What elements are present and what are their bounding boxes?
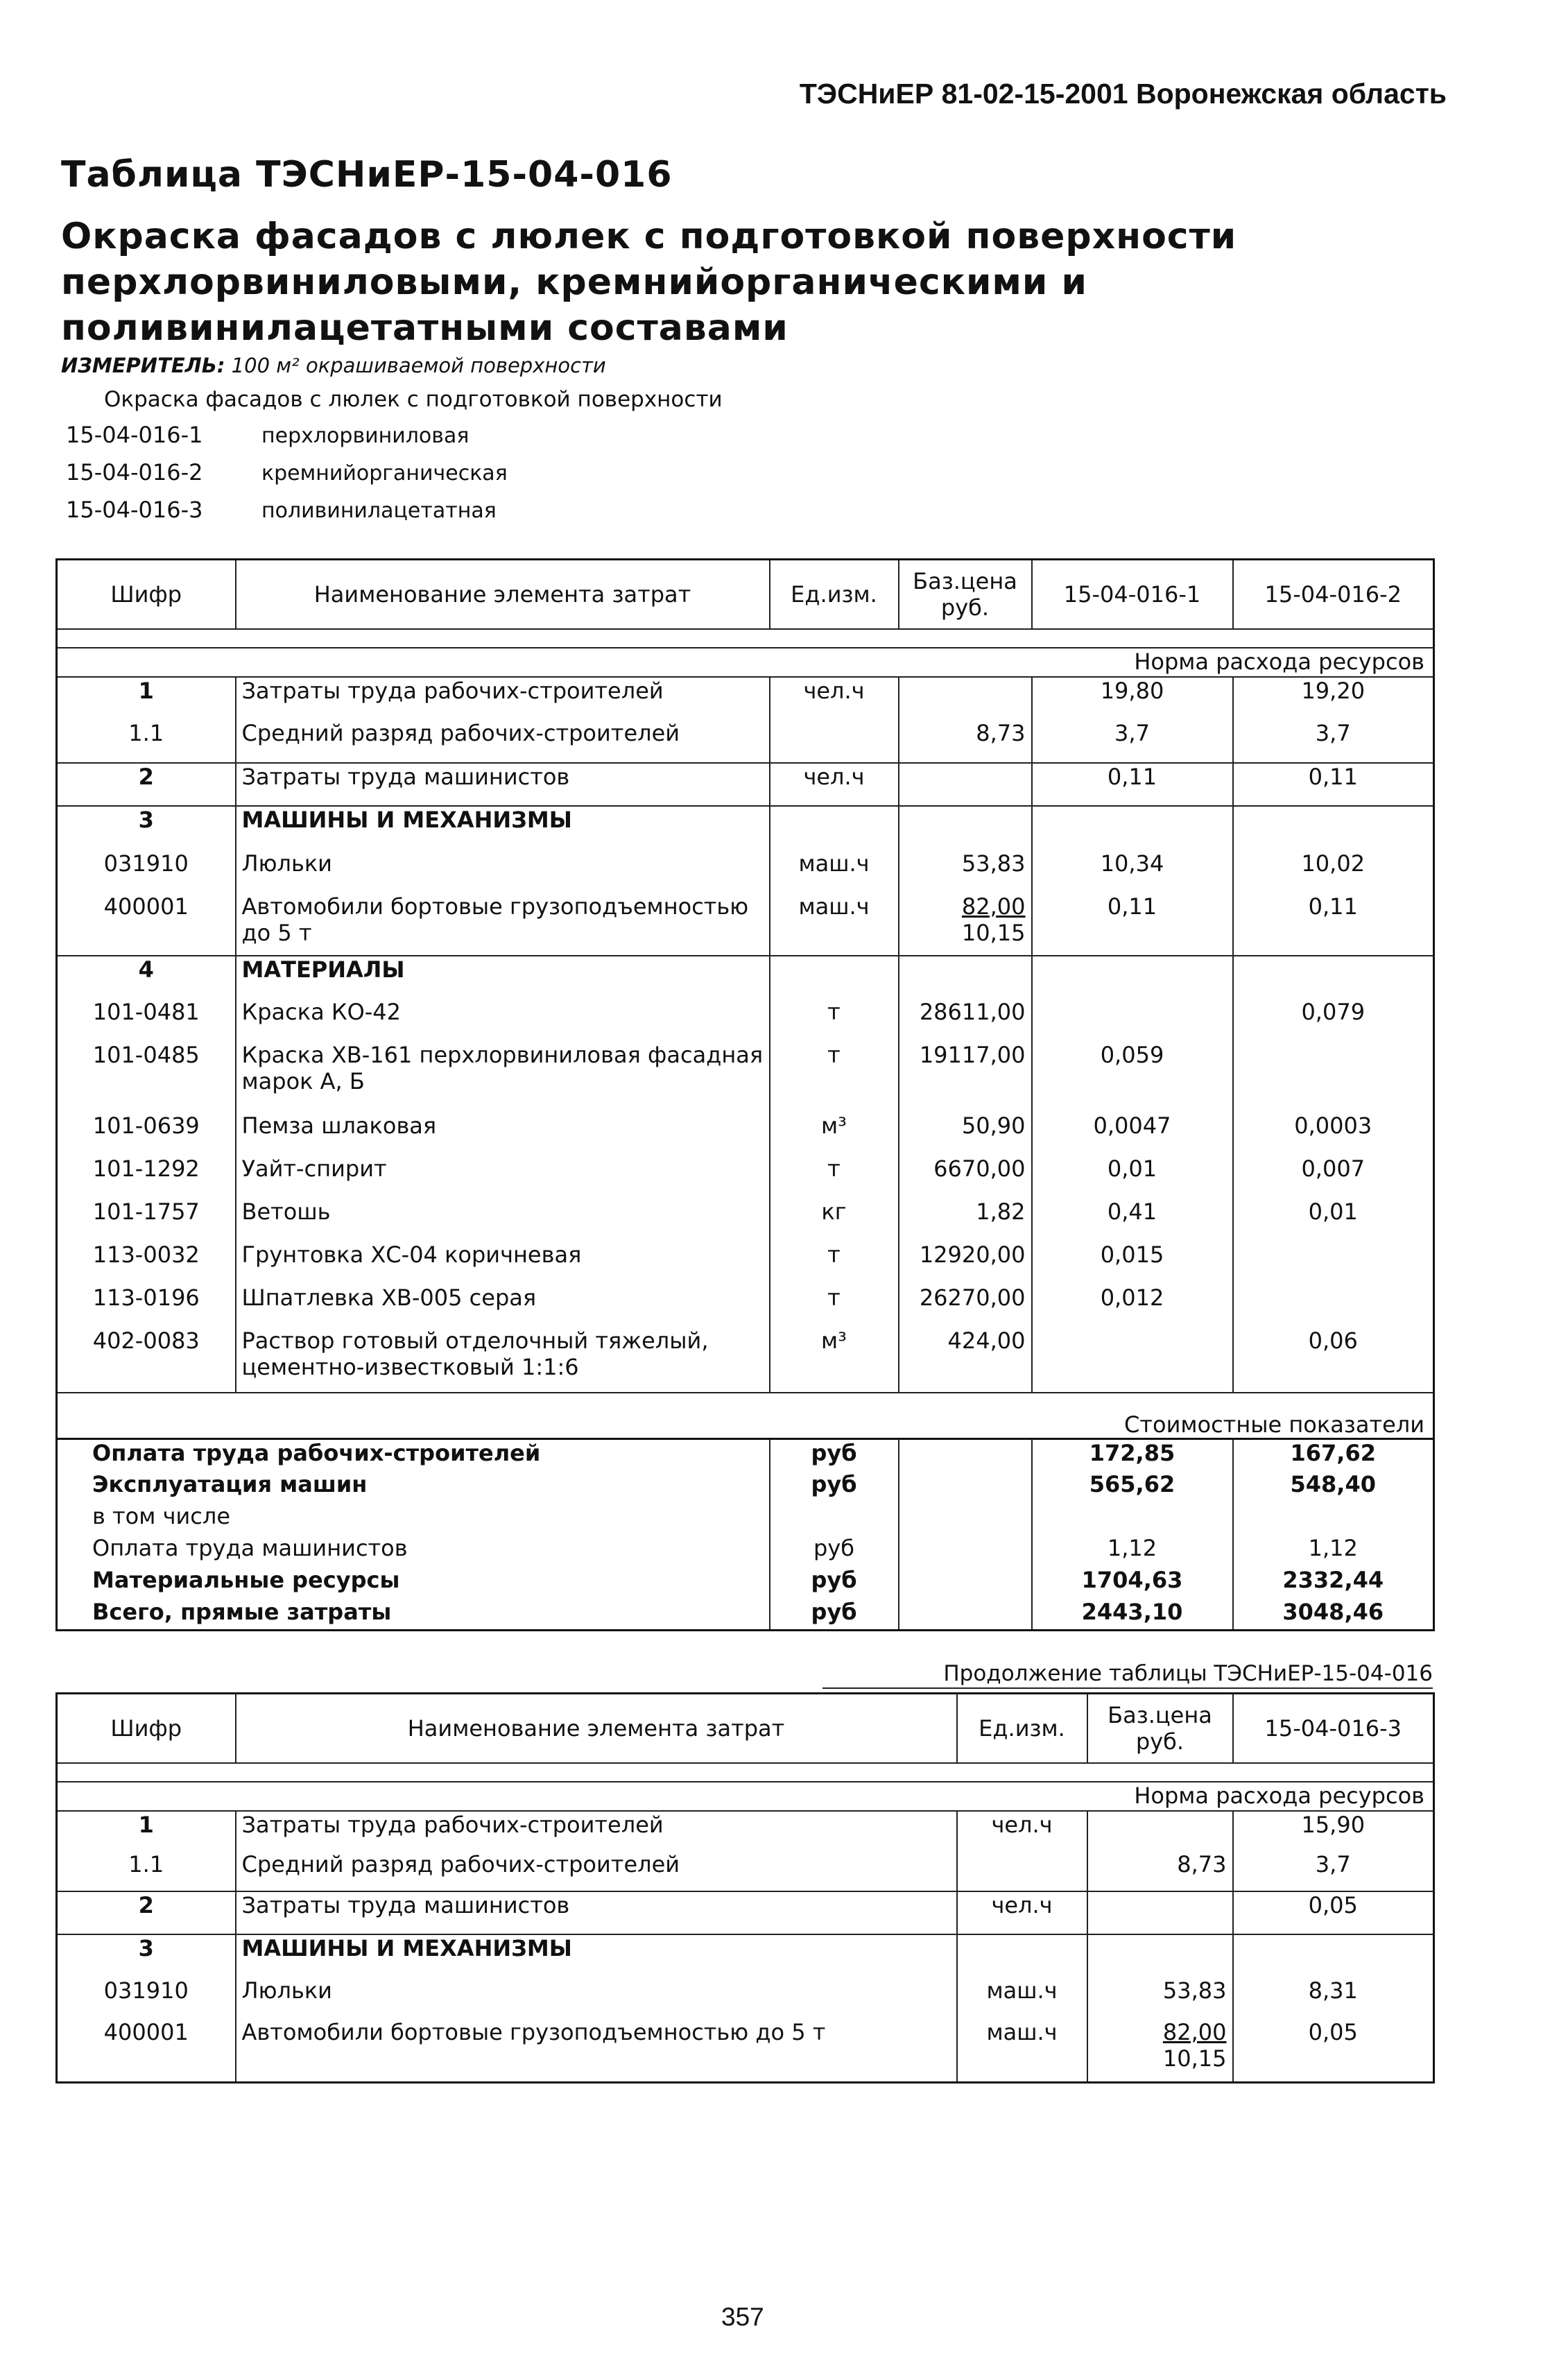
table-row bbox=[57, 1155, 1434, 1198]
total-name: Материальные ресурсы bbox=[57, 1567, 770, 1599]
row-value-2: 0,0003 bbox=[1233, 1112, 1434, 1155]
table-row bbox=[57, 720, 1434, 763]
table-row bbox=[57, 2019, 1434, 2083]
row-name: Затраты труда рабочих-строителей bbox=[236, 677, 770, 720]
col-header-unit: Ед.изм. bbox=[770, 560, 899, 629]
total-unit: руб bbox=[770, 1535, 899, 1567]
row-name: Затраты труда машинистов bbox=[236, 763, 770, 806]
row-value-2 bbox=[1233, 1042, 1434, 1112]
table-row bbox=[57, 1042, 1434, 1112]
measure-unit bbox=[61, 354, 606, 377]
variant-desc: перхлорвиниловая bbox=[261, 424, 469, 448]
norm-label: Норма расхода ресурсов bbox=[57, 648, 1434, 677]
row-name: МАШИНЫ И МЕХАНИЗМЫ bbox=[236, 1934, 957, 1977]
variants-intro: Окраска фасадов с люлек с подготовкой поверхности bbox=[104, 387, 723, 412]
row-price: 19117,00 bbox=[899, 1042, 1032, 1112]
variant-desc: поливинилацетатная bbox=[261, 499, 497, 523]
row-unit: т bbox=[770, 1241, 899, 1284]
row-price: 8,73 bbox=[899, 720, 1032, 763]
row-value-1: 19,80 bbox=[1032, 677, 1233, 720]
total-value-1: 1704,63 bbox=[1032, 1567, 1233, 1599]
row-unit: т bbox=[770, 1155, 899, 1198]
norm-label: Норма расхода ресурсов bbox=[57, 1782, 1434, 1811]
row-name: Затраты труда рабочих-строителей bbox=[236, 1811, 957, 1851]
row-value-1: 0,01 bbox=[1032, 1155, 1233, 1198]
col-header-variant-3: 15-04-016-3 bbox=[1233, 1694, 1434, 1763]
row-name: Пемза шлаковая bbox=[236, 1112, 770, 1155]
row-value-3: 0,05 bbox=[1233, 2019, 1434, 2083]
row-name: Средний разряд рабочих-строителей bbox=[236, 720, 770, 763]
total-row bbox=[57, 1535, 1434, 1567]
table-header-row bbox=[57, 1694, 1434, 1763]
variant-code: 15-04-016-2 bbox=[66, 459, 203, 486]
row-code: 113-0196 bbox=[57, 1284, 236, 1327]
variant-line bbox=[66, 497, 497, 523]
row-code: 400001 bbox=[57, 2019, 236, 2083]
total-value-2: 3048,46 bbox=[1233, 1599, 1434, 1631]
total-row bbox=[57, 1599, 1434, 1631]
table-row bbox=[57, 1241, 1434, 1284]
row-price: 82,00 bbox=[961, 893, 1026, 920]
col-header-price: Баз.цена руб. bbox=[899, 560, 1032, 629]
table-header-row bbox=[57, 560, 1434, 629]
row-value-2: 3,7 bbox=[1233, 720, 1434, 763]
row-name: Раствор готовый отделочный тяжелый, цементно-известковый 1:1:6 bbox=[236, 1327, 770, 1393]
row-code: 101-0639 bbox=[57, 1112, 236, 1155]
row-value-3: 0,05 bbox=[1233, 1891, 1434, 1934]
row-name: МАШИНЫ И МЕХАНИЗМЫ bbox=[236, 806, 770, 850]
row-value-1: 0,012 bbox=[1032, 1284, 1233, 1327]
table-row bbox=[57, 1112, 1434, 1155]
continuation-underline bbox=[822, 1687, 1433, 1689]
row-price: 12920,00 bbox=[899, 1241, 1032, 1284]
row-code: 031910 bbox=[57, 1977, 236, 2019]
row-price: 424,00 bbox=[899, 1327, 1032, 1393]
row-value-2: 0,06 bbox=[1233, 1327, 1434, 1393]
row-price: 6670,00 bbox=[899, 1155, 1032, 1198]
row-value-1: 3,7 bbox=[1032, 720, 1233, 763]
row-unit: м³ bbox=[770, 1112, 899, 1155]
row-unit: чел.ч bbox=[770, 763, 899, 806]
resource-table bbox=[55, 558, 1435, 1631]
table-row bbox=[57, 850, 1434, 893]
row-unit: маш.ч bbox=[957, 2019, 1087, 2083]
row-value-1: 0,059 bbox=[1032, 1042, 1233, 1112]
row-value-2 bbox=[1233, 1241, 1434, 1284]
section-row-machines bbox=[57, 806, 1434, 850]
row-price: 50,90 bbox=[899, 1112, 1032, 1155]
col-header-name: Наименование элемента затрат bbox=[236, 560, 770, 629]
row-name: Грунтовка ХС-04 коричневая bbox=[236, 1241, 770, 1284]
row-code: 400001 bbox=[57, 893, 236, 956]
measure-label: ИЗМЕРИТЕЛЬ: bbox=[61, 354, 225, 377]
row-price: 1,82 bbox=[899, 1198, 1032, 1241]
variant-line bbox=[66, 422, 469, 448]
row-name: Шпатлевка ХВ-005 серая bbox=[236, 1284, 770, 1327]
row-name: Автомобили бортовые грузоподъемностью до 5 т bbox=[236, 893, 770, 956]
row-unit: маш.ч bbox=[770, 850, 899, 893]
row-value-2: 19,20 bbox=[1233, 677, 1434, 720]
row-name: МАТЕРИАЛЫ bbox=[236, 956, 770, 999]
table-row bbox=[57, 1198, 1434, 1241]
row-code: 101-1292 bbox=[57, 1155, 236, 1198]
continuation-caption: Продолжение таблицы ТЭСНиЕР-15-04-016 bbox=[943, 1661, 1433, 1686]
row-value-1: 0,11 bbox=[1032, 763, 1233, 806]
variant-code: 15-04-016-3 bbox=[66, 497, 203, 523]
row-code: 1 bbox=[57, 1811, 236, 1851]
row-value-2: 0,01 bbox=[1233, 1198, 1434, 1241]
table-row bbox=[57, 1851, 1434, 1891]
row-unit: чел.ч bbox=[957, 1811, 1087, 1851]
total-value-1: 2443,10 bbox=[1032, 1599, 1233, 1631]
total-row bbox=[57, 1567, 1434, 1599]
row-value-1 bbox=[1032, 999, 1233, 1042]
row-unit: м³ bbox=[770, 1327, 899, 1393]
row-name: Люльки bbox=[236, 850, 770, 893]
row-value-2 bbox=[1233, 1284, 1434, 1327]
table-title: Таблица ТЭСНиЕР-15-04-016 bbox=[61, 154, 673, 196]
row-unit: т bbox=[770, 1042, 899, 1112]
row-code: 101-1757 bbox=[57, 1198, 236, 1241]
variant-line bbox=[66, 459, 508, 486]
total-name: в том числе bbox=[57, 1503, 770, 1535]
total-value-2: 2332,44 bbox=[1233, 1567, 1434, 1599]
total-unit: руб bbox=[770, 1567, 899, 1599]
col-header-unit: Ед.изм. bbox=[957, 1694, 1087, 1763]
row-unit: маш.ч bbox=[957, 1977, 1087, 2019]
row-code: 4 bbox=[57, 956, 236, 999]
section-row-machines bbox=[57, 1934, 1434, 1977]
row-name: Ветошь bbox=[236, 1198, 770, 1241]
row-code: 2 bbox=[57, 1891, 236, 1934]
row-code: 113-0032 bbox=[57, 1241, 236, 1284]
row-name: Краска ХВ-161 перхлорвиниловая фасадная марок А, Б bbox=[236, 1042, 770, 1112]
row-name: Автомобили бортовые грузоподъемностью до 5 т bbox=[236, 2019, 957, 2083]
row-code: 3 bbox=[57, 806, 236, 850]
total-value-2: 1,12 bbox=[1233, 1535, 1434, 1567]
row-value-3: 3,7 bbox=[1233, 1851, 1434, 1891]
total-unit: руб bbox=[770, 1471, 899, 1503]
row-value-2: 10,02 bbox=[1233, 850, 1434, 893]
variant-desc: кремнийорганическая bbox=[261, 461, 508, 486]
table-row bbox=[57, 1811, 1434, 1851]
section-title: Окраска фасадов с люлек с подготовкой поверхности перхлорвиниловыми, кремнийорганическими и поливинилацетатными составами bbox=[61, 216, 1237, 349]
row-price: 8,73 bbox=[1087, 1851, 1233, 1891]
row-price: 82,00 bbox=[1162, 2018, 1227, 2045]
row-unit: кг bbox=[770, 1198, 899, 1241]
table-row bbox=[57, 1284, 1434, 1327]
row-price: 53,83 bbox=[1087, 1977, 1233, 2019]
row-code: 2 bbox=[57, 763, 236, 806]
row-unit: т bbox=[770, 999, 899, 1042]
row-code: 1.1 bbox=[57, 1851, 236, 1891]
document-reference: ТЭСНиЕР 81-02-15-2001 Воронежская область bbox=[799, 78, 1447, 110]
col-header-price: Баз.цена руб. bbox=[1087, 1694, 1233, 1763]
total-name: Эксплуатация машин bbox=[57, 1471, 770, 1503]
row-unit: маш.ч bbox=[770, 893, 899, 956]
row-value-2: 0,11 bbox=[1233, 893, 1434, 956]
total-row bbox=[57, 1439, 1434, 1471]
total-value-2: 167,62 bbox=[1233, 1439, 1434, 1471]
row-name: Уайт-спирит bbox=[236, 1155, 770, 1198]
row-value-3: 15,90 bbox=[1233, 1811, 1434, 1851]
resource-table-continued bbox=[55, 1692, 1435, 2083]
row-price: 53,83 bbox=[899, 850, 1032, 893]
row-code: 1.1 bbox=[57, 720, 236, 763]
row-value-1: 10,34 bbox=[1032, 850, 1233, 893]
row-value-1: 0,0047 bbox=[1032, 1112, 1233, 1155]
table-row bbox=[57, 677, 1434, 720]
total-unit: руб bbox=[770, 1439, 899, 1471]
row-name: Люльки bbox=[236, 1977, 957, 2019]
row-price-secondary: 10,15 bbox=[961, 919, 1026, 946]
row-value-2: 0,007 bbox=[1233, 1155, 1434, 1198]
col-header-name: Наименование элемента затрат bbox=[236, 1694, 957, 1763]
col-header-code: Шифр bbox=[57, 560, 236, 629]
total-name: Оплата труда машинистов bbox=[57, 1535, 770, 1567]
row-name: Затраты труда машинистов bbox=[236, 1891, 957, 1934]
table-row bbox=[57, 1327, 1434, 1393]
table-row bbox=[57, 893, 1434, 956]
row-code: 101-0481 bbox=[57, 999, 236, 1042]
total-row bbox=[57, 1503, 1434, 1535]
row-name: Средний разряд рабочих-строителей bbox=[236, 1851, 957, 1891]
variant-code: 15-04-016-1 bbox=[66, 422, 203, 448]
row-unit: т bbox=[770, 1284, 899, 1327]
total-value-1: 565,62 bbox=[1032, 1471, 1233, 1503]
row-value-3: 8,31 bbox=[1233, 1977, 1434, 2019]
table-row bbox=[57, 999, 1434, 1042]
row-value-2: 0,079 bbox=[1233, 999, 1434, 1042]
col-header-code: Шифр bbox=[57, 1694, 236, 1763]
table-row bbox=[57, 1891, 1434, 1934]
col-header-variant-1: 15-04-016-1 bbox=[1032, 560, 1233, 629]
total-row bbox=[57, 1471, 1434, 1503]
page-number: 357 bbox=[721, 2303, 764, 2331]
total-value-1: 172,85 bbox=[1032, 1439, 1233, 1471]
row-code: 031910 bbox=[57, 850, 236, 893]
section-row-materials bbox=[57, 956, 1434, 999]
row-price: 26270,00 bbox=[899, 1284, 1032, 1327]
row-value-1: 0,015 bbox=[1032, 1241, 1233, 1284]
row-name: Краска КО-42 bbox=[236, 999, 770, 1042]
row-code: 3 bbox=[57, 1934, 236, 1977]
row-value-1: 0,41 bbox=[1032, 1198, 1233, 1241]
total-name: Оплата труда рабочих-строителей bbox=[57, 1439, 770, 1471]
total-unit: руб bbox=[770, 1599, 899, 1631]
row-unit: чел.ч bbox=[957, 1891, 1087, 1934]
table-row bbox=[57, 763, 1434, 806]
total-value-2: 548,40 bbox=[1233, 1471, 1434, 1503]
row-code: 101-0485 bbox=[57, 1042, 236, 1112]
row-price: 28611,00 bbox=[899, 999, 1032, 1042]
total-name: Всего, прямые затраты bbox=[57, 1599, 770, 1631]
cost-label: Стоимостные показатели bbox=[57, 1411, 1434, 1439]
row-value-1 bbox=[1032, 1327, 1233, 1393]
row-price-secondary: 10,15 bbox=[1162, 2045, 1227, 2072]
total-value-1: 1,12 bbox=[1032, 1535, 1233, 1567]
measure-value: 100 м² окрашиваемой поверхности bbox=[231, 354, 606, 377]
row-unit: чел.ч bbox=[770, 677, 899, 720]
row-code: 402-0083 bbox=[57, 1327, 236, 1393]
row-value-1: 0,11 bbox=[1032, 893, 1233, 956]
col-header-variant-2: 15-04-016-2 bbox=[1233, 560, 1434, 629]
table-row bbox=[57, 1977, 1434, 2019]
row-value-2: 0,11 bbox=[1233, 763, 1434, 806]
row-code: 1 bbox=[57, 677, 236, 720]
